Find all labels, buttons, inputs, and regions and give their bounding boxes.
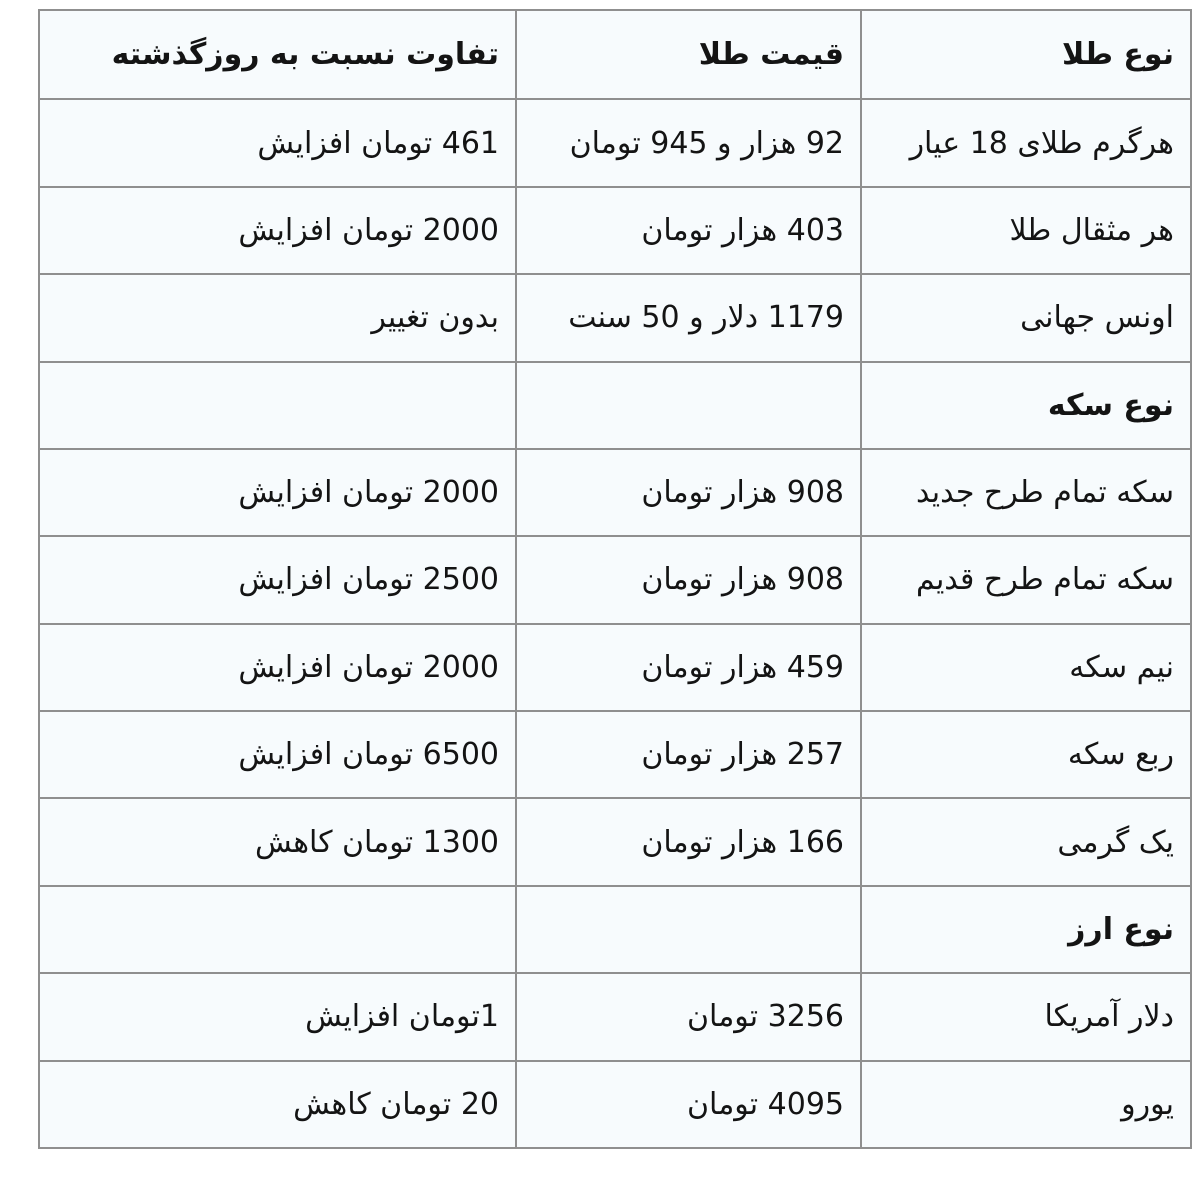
table-row [39,536,1191,623]
table-row [39,449,1191,536]
cell-type: ربع سکه [861,711,1191,798]
section-heading-coin: نوع سکه [861,362,1191,449]
header-diff: تفاوت نسبت به روزگذشته [39,10,516,99]
section-row-currency [39,886,1191,973]
cell-price: 92 هزار و 945 تومان [516,99,861,186]
table-header-row [39,10,1191,99]
table-row [39,973,1191,1060]
price-table-container [38,9,1190,1149]
cell-price: 4095 تومان [516,1061,861,1148]
cell-diff: 2000 تومان افزایش [39,624,516,711]
cell-diff-empty [39,886,516,973]
cell-type: سکه تمام طرح قدیم [861,536,1191,623]
gold-coin-currency-price-table [38,9,1192,1149]
cell-price-empty [516,362,861,449]
cell-type: یورو [861,1061,1191,1148]
table-row [39,187,1191,274]
cell-diff-empty [39,362,516,449]
cell-diff: 1تومان افزایش [39,973,516,1060]
table-row [39,274,1191,361]
cell-diff: 2000 تومان افزایش [39,449,516,536]
cell-diff: 20 تومان کاهش [39,1061,516,1148]
section-row-coin [39,362,1191,449]
cell-price: 908 هزار تومان [516,449,861,536]
cell-price: 1179 دلار و 50 سنت [516,274,861,361]
cell-diff: 2500 تومان افزایش [39,536,516,623]
cell-type: یک گرمی [861,798,1191,885]
cell-price: 403 هزار تومان [516,187,861,274]
table-row [39,1061,1191,1148]
table-row [39,711,1191,798]
cell-diff: 6500 تومان افزایش [39,711,516,798]
cell-price-empty [516,886,861,973]
cell-diff: 2000 تومان افزایش [39,187,516,274]
cell-type: سکه تمام طرح جدید [861,449,1191,536]
cell-diff: بدون تغییر [39,274,516,361]
header-price: قیمت طلا [516,10,861,99]
cell-type: نیم سکه [861,624,1191,711]
cell-type: هر مثقال طلا [861,187,1191,274]
cell-price: 908 هزار تومان [516,536,861,623]
cell-type: هرگرم طلای 18 عیار [861,99,1191,186]
cell-price: 166 هزار تومان [516,798,861,885]
section-heading-currency: نوع ارز [861,886,1191,973]
header-type: نوع طلا [861,10,1191,99]
cell-type: دلار آمریکا [861,973,1191,1060]
table-row [39,99,1191,186]
cell-price: 3256 تومان [516,973,861,1060]
cell-type: اونس جهانی [861,274,1191,361]
table-row [39,624,1191,711]
cell-diff: 461 تومان افزایش [39,99,516,186]
table-row [39,798,1191,885]
cell-price: 257 هزار تومان [516,711,861,798]
cell-price: 459 هزار تومان [516,624,861,711]
cell-diff: 1300 تومان کاهش [39,798,516,885]
